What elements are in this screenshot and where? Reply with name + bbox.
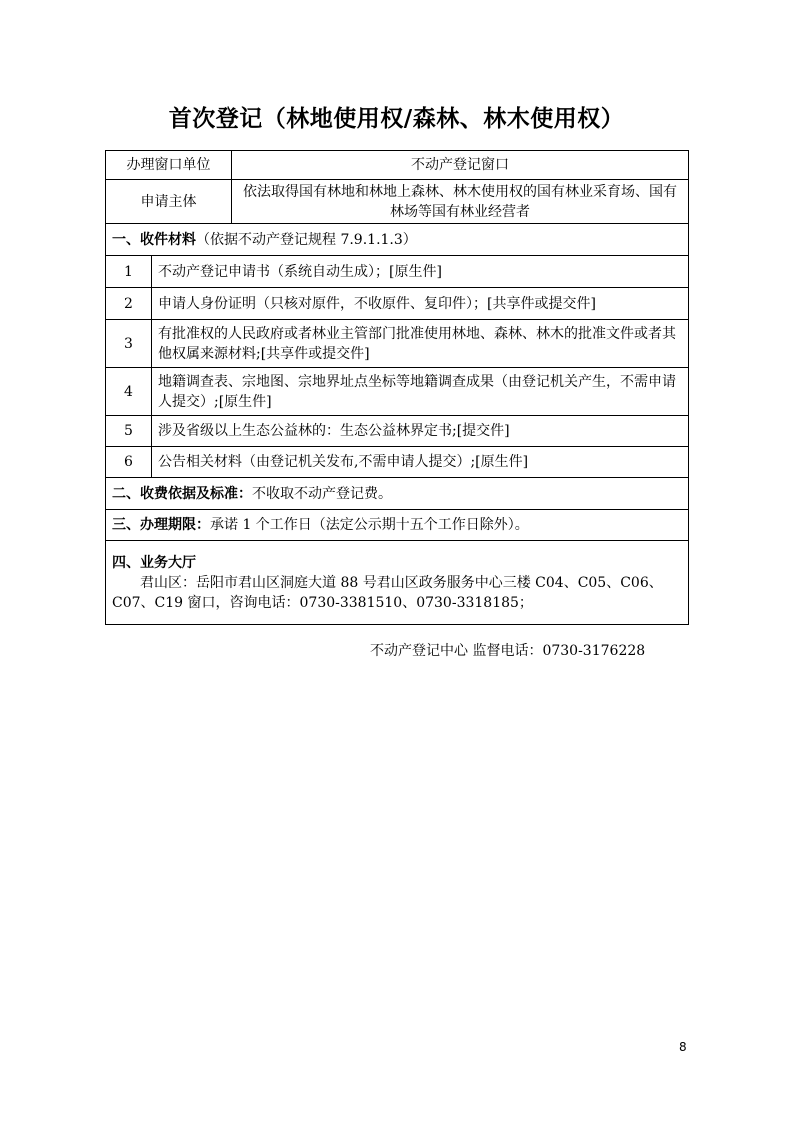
item-text: 地籍调查表、宗地图、宗地界址点坐标等地籍调查成果（由登记机关产生，不需申请人提交）;[原生件] — [152, 368, 689, 416]
item-text: 有批准权的人民政府或者林业主管部门批准使用林地、森林、林木的批准文件或者其他权属来源材料;[共享件或提交件] — [152, 320, 689, 368]
hall-cell — [106, 541, 689, 625]
materials-heading: 一、收件材料 — [112, 231, 196, 248]
period-text: 承诺 1 个工作日（法定公示期十五个工作日除外）。 — [210, 517, 529, 533]
office-value: 不动产登记窗口 — [232, 151, 689, 180]
footer-contact: 不动产登记中心 监督电话：0730-3176228 — [370, 643, 646, 659]
fees-cell — [106, 478, 689, 510]
item-number: 4 — [106, 368, 152, 416]
page-title: 首次登记（林地使用权/森林、林木使用权） — [168, 106, 625, 132]
item-text: 不动产登记申请书（系统自动生成）；[原生件] — [152, 256, 689, 288]
fees-heading: 二、收费依据及标准： — [112, 485, 252, 502]
table-row — [106, 510, 689, 541]
period-heading: 三、办理期限： — [112, 517, 210, 533]
page-number: 8 — [679, 1040, 687, 1054]
hall-heading: 四、业务大厅 — [112, 554, 196, 571]
table-row — [106, 180, 689, 224]
item-number: 5 — [106, 416, 152, 447]
table-row — [106, 541, 689, 625]
fees-text: 不收取不动产登记费。 — [252, 485, 392, 502]
materials-heading-cell — [106, 224, 689, 256]
table-row — [106, 368, 689, 416]
item-number: 6 — [106, 447, 152, 478]
item-number: 2 — [106, 288, 152, 320]
item-text: 申请人身份证明（只核对原件，不收原件、复印件）；[共享件或提交件] — [152, 288, 689, 320]
table-row — [106, 416, 689, 447]
materials-heading-note: （依据不动产登记规程 7.9.1.1.3） — [196, 231, 417, 248]
item-text: 公告相关材料（由登记机关发布,不需申请人提交）;[原生件] — [152, 447, 689, 478]
hall-text: 君山区：岳阳市君山区洞庭大道 88 号君山区政务服务中心三楼 C04、C05、C06、C07、C19 窗口，咨询电话：0730-3381510、0730-3318185； — [112, 574, 663, 611]
office-label: 办理窗口单位 — [106, 151, 232, 180]
table-row — [106, 447, 689, 478]
applicant-value: 依法取得国有林地和林地上森林、林木使用权的国有林业采育场、国有林场等国有林业经营者 — [232, 180, 689, 224]
applicant-label: 申请主体 — [106, 180, 232, 224]
period-cell — [106, 510, 689, 541]
table-row — [106, 151, 689, 180]
item-number: 3 — [106, 320, 152, 368]
registration-table — [105, 150, 689, 625]
table-row — [106, 256, 689, 288]
table-row — [106, 288, 689, 320]
table-row — [106, 224, 689, 256]
item-number: 1 — [106, 256, 152, 288]
table-row — [106, 320, 689, 368]
item-text: 涉及省级以上生态公益林的：生态公益林界定书;[提交件] — [152, 416, 689, 447]
table-row — [106, 478, 689, 510]
